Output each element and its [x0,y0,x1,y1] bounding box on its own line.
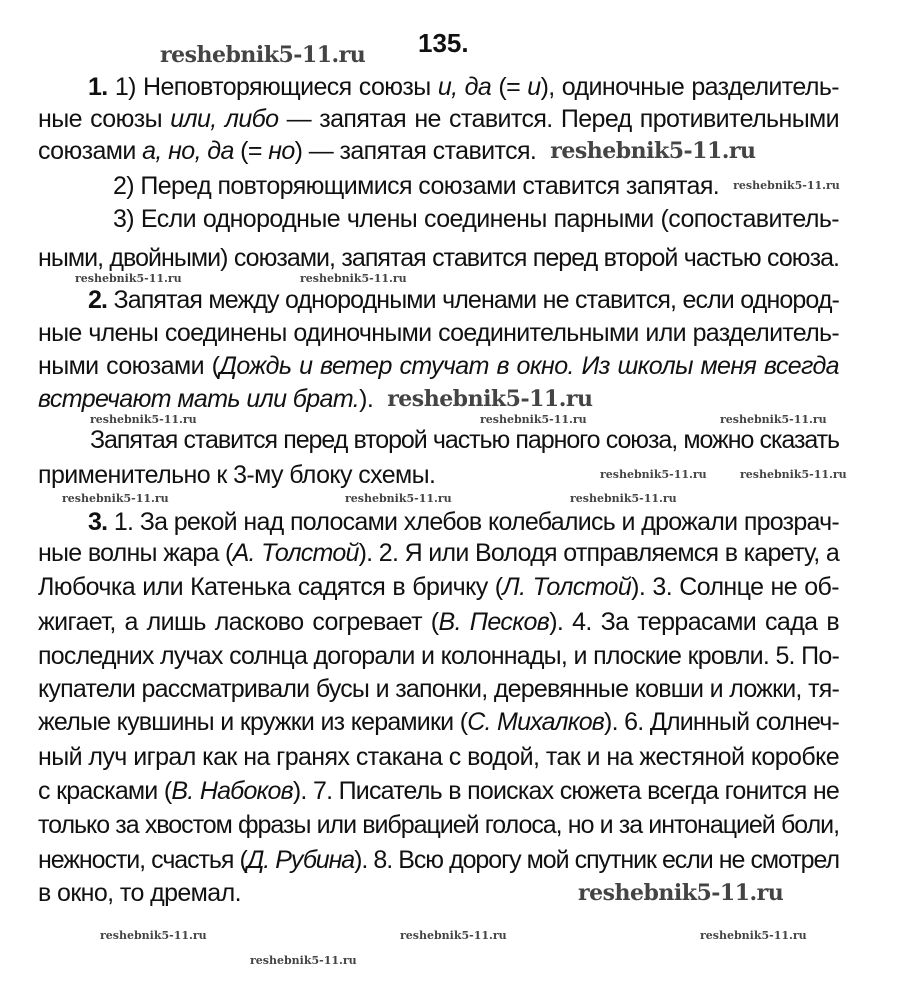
text-segment: ). 2. Я или Володя отправляемся в карету, а [358,539,839,567]
watermark-text: reshebnik5-11.ru [720,413,827,426]
italic-text: встречают мать или брат. [38,385,360,413]
watermark-text: reshebnik5-11.ru [550,138,756,164]
italic-text: но [268,137,295,165]
text-segment: Запятая между однородными членами не ставится, если однород- [107,286,839,314]
text-segment: Любочка или Катенька садятся в бричку ( [38,573,503,601]
text-segment: ) — запятая ставится. [294,137,537,165]
italic-text: В. Песков [438,608,550,636]
text-line [38,574,840,600]
text-segment: 1. За рекой над полосами хлебов колебались и дрожали прозрач- [107,508,839,536]
text-line [88,509,840,535]
text-line [38,676,840,702]
text-segment: Запятая ставится перед второй частью парного союза, можно сказать [90,426,839,454]
item-number: 1. [88,73,108,101]
text-segment: ). 4. За террасами сада в [549,608,840,636]
watermark-text: reshebnik5-11.ru [100,929,207,942]
text-segment: ). 8. Всю дорогу мой спутник если не смотрел [354,846,839,874]
text-line [113,206,840,232]
text-segment: желые кувшины и кружки из керамики ( [38,708,468,736]
text-segment: союзами [38,137,143,165]
text-segment: ), одиночные разделитель- [540,73,839,101]
italic-text: Д. Рубина [246,846,355,874]
text-line [38,709,840,735]
watermark-text: reshebnik5-11.ru [740,468,847,481]
italic-text: и [527,73,541,101]
text-line [38,245,840,271]
text-line [38,778,840,804]
item-number: 2. [88,286,108,314]
text-segment: применительно к 3-му блоку схемы. [38,461,436,489]
watermark-text: reshebnik5-11.ru [400,929,507,942]
text-segment: купатели рассматривали бусы и запонки, деревянные ковши и ложки, тя- [38,675,839,703]
text-line [38,353,840,379]
italic-text: а, но, да [142,137,234,165]
text-line [38,106,840,132]
watermark-text: reshebnik5-11.ru [387,386,593,412]
text-segment: 1) Неповторяющиеся союзы [107,73,438,101]
text-line [38,609,840,635]
text-segment: (= [491,73,528,101]
italic-text: В. Набоков [171,777,293,805]
text-segment: — запятая не ставится. Перед противительными [278,105,840,133]
text-segment: ные волны жара ( [38,539,233,567]
watermark-text: reshebnik5-11.ru [75,272,182,285]
watermark-text: reshebnik5-11.ru [300,272,407,285]
text-segment: в окно, то дремал. [38,879,241,907]
page-number: 135. [418,28,469,58]
watermark-text: reshebnik5-11.ru [570,492,677,505]
text-segment: ). 7. Писатель в поисках сюжета всегда гонится не [292,777,839,805]
watermark-text: reshebnik5-11.ru [733,179,840,192]
text-line [38,462,840,488]
text-segment: 2) Перед повторяющимися союзами ставится запятая. [113,172,720,200]
watermark-text: reshebnik5-11.ru [700,929,807,942]
text-segment: ными, двойными) союзами, запятая ставится перед второй частью союза. [38,244,839,272]
text-line [38,540,840,566]
italic-text: Дождь и ветер стучат в окно. Из школы меня всегда [219,352,839,380]
watermark-text: reshebnik5-11.ru [62,492,169,505]
watermark-text: reshebnik5-11.ru [578,880,784,906]
text-segment: ные члены соединены одиночными соединительными или разделитель- [38,319,839,347]
italic-text: С. Михалков [467,708,605,736]
text-line [90,427,840,453]
text-segment: последних лучах солнца догорали и колоннады, и плоские кровли. 5. По- [38,642,839,670]
text-segment: ными союзами ( [38,352,220,380]
watermark-text: reshebnik5-11.ru [90,413,197,426]
watermark-text: reshebnik5-11.ru [250,954,357,967]
text-line [113,173,840,199]
text-segment: жигает, а лишь ласково согревает ( [38,608,439,636]
text-line [38,812,840,838]
watermark-text: reshebnik5-11.ru [345,492,452,505]
text-segment: ные союзы [38,105,171,133]
watermark-text: reshebnik5-11.ru [160,42,366,68]
text-line [88,74,840,100]
italic-text: А. Толстой [232,539,359,567]
italic-text: Л. Толстой [502,573,632,601]
text-segment: только за хвостом фразы или вибрацией голоса, но и за интонацией боли, [38,811,839,839]
text-segment: нежности, счастья ( [38,846,247,874]
item-number: 3. [88,508,108,536]
text-segment: ). 6. Длинный солнеч- [604,708,839,736]
text-line [38,744,840,770]
italic-text: или, либо [170,105,279,133]
text-line [88,287,840,313]
text-segment: с красками ( [38,777,172,805]
text-segment: ный луч играл как на гранях стакана с водой, так и на жестяной коробке [38,743,839,771]
watermark-text: reshebnik5-11.ru [600,468,707,481]
text-line [38,320,840,346]
text-segment: ). [359,385,374,413]
text-line [38,847,840,873]
watermark-text: reshebnik5-11.ru [480,413,587,426]
text-segment: ). 3. Солнце не об- [631,573,839,601]
text-line [38,643,840,669]
text-segment: 3) Если однородные члены соединены парными (сопоставитель- [113,205,839,233]
italic-text: и, да [437,73,492,101]
text-segment: (= [233,137,269,165]
